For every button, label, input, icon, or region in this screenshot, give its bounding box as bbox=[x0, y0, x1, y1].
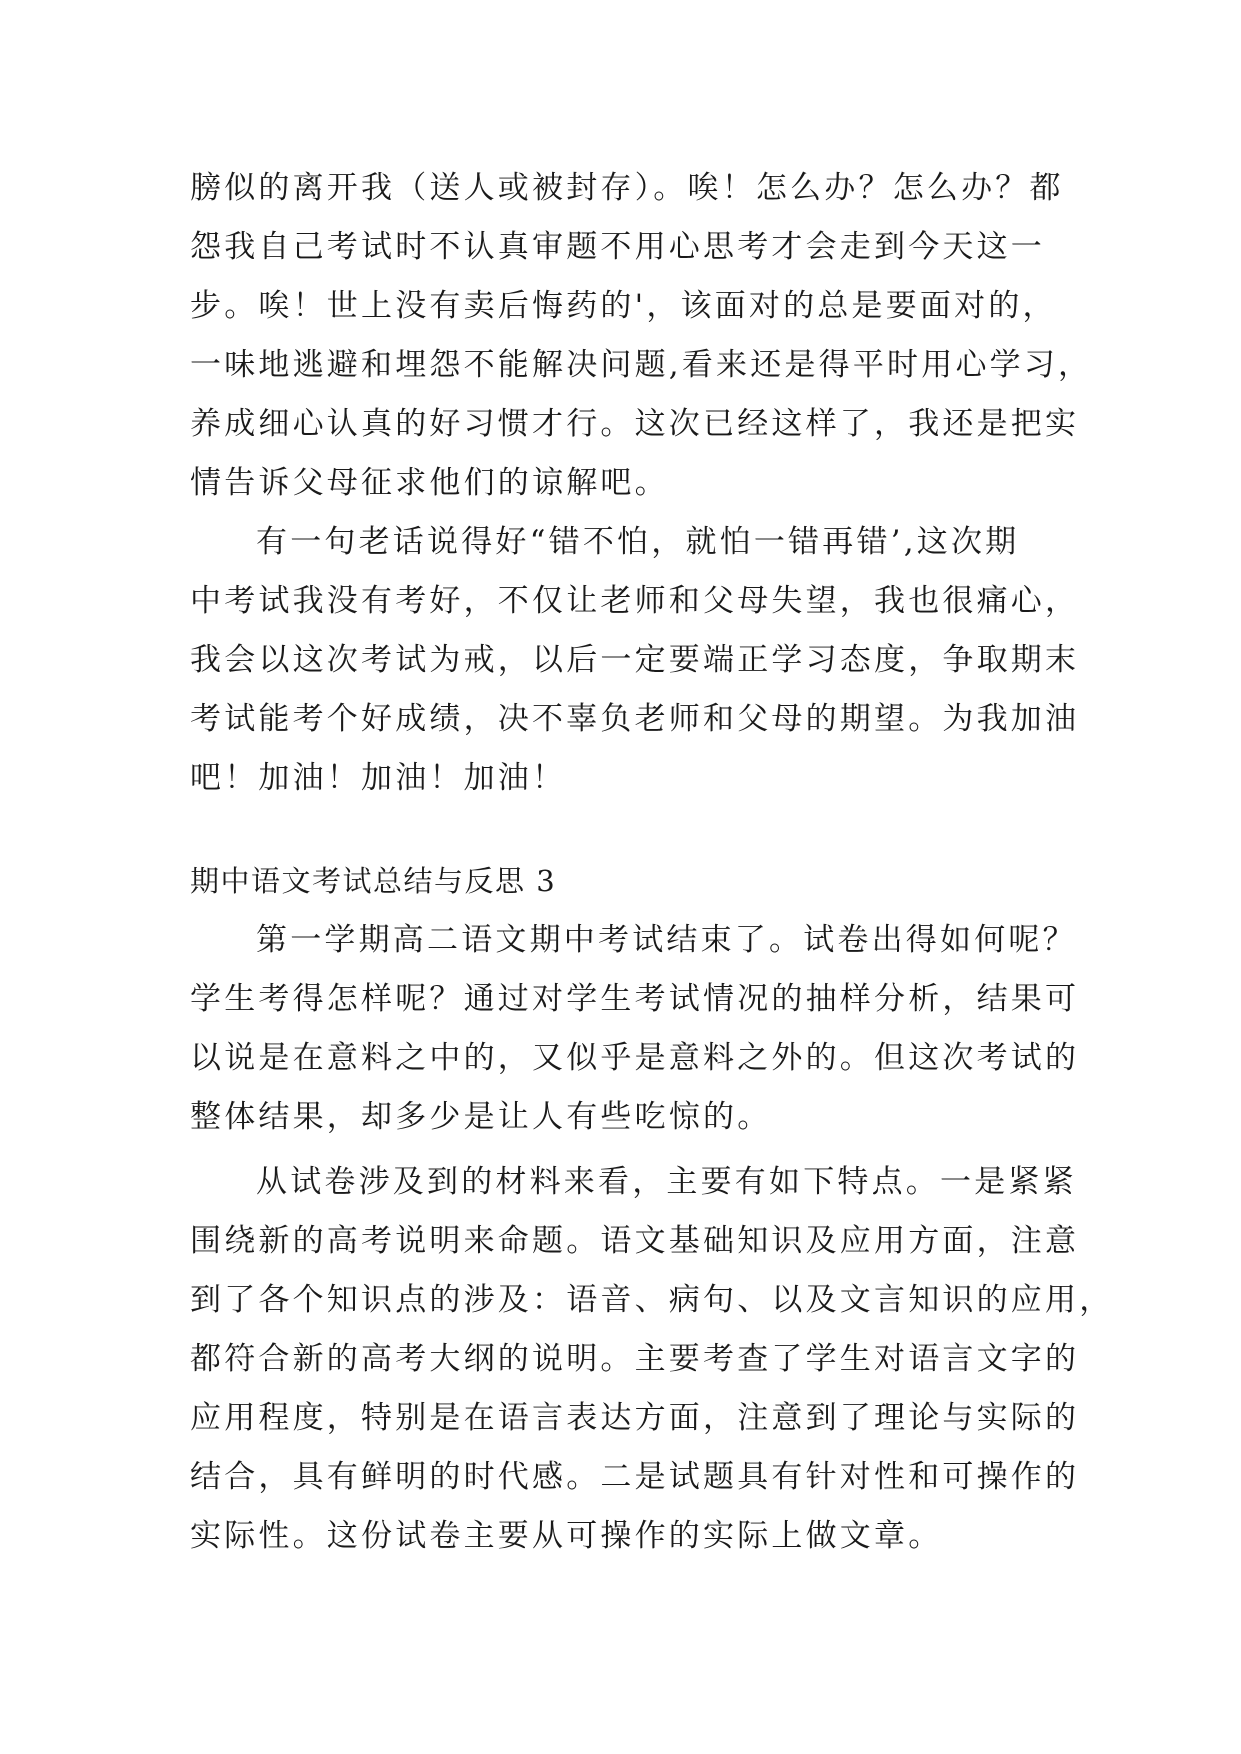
text-line: 以说是在意料之中的，又似乎是意料之外的。但这次考试的 bbox=[190, 1040, 1080, 1076]
text-line: 学生考得怎样呢？通过对学生考试情况的抽样分析，结果可 bbox=[190, 981, 1080, 1017]
text-line: 考试能考个好成绩，决不辜负老师和父母的期望。为我加油 bbox=[190, 701, 1080, 737]
text-line: 步。唉！世上没有卖后悔药的'，该面对的总是要面对的， bbox=[190, 288, 1057, 324]
text-line: 结合，具有鲜明的时代感。二是试题具有针对性和可操作的 bbox=[190, 1459, 1080, 1495]
text-line: 应用程度，特别是在语言表达方面，注意到了理论与实际的 bbox=[190, 1400, 1080, 1436]
text-line: 到了各个知识点的涉及：语音、病句、以及文言知识的应用， bbox=[190, 1282, 1114, 1318]
text-line: 怨我自己考试时不认真审题不用心思考才会走到今天这一 bbox=[190, 229, 1045, 265]
text-line: 整体结果，却多少是让人有些吃惊的。 bbox=[190, 1099, 772, 1135]
text-line: 都符合新的高考大纲的说明。主要考查了学生对语言文字的 bbox=[190, 1341, 1080, 1377]
text-line: 中考试我没有考好，不仅让老师和父母失望，我也很痛心， bbox=[190, 583, 1080, 619]
text-line: 情告诉父母征求他们的谅解吧。 bbox=[190, 465, 669, 501]
text-line: 膀似的离开我（送人或被封存）。唉！怎么办？怎么办？都 bbox=[190, 170, 1064, 206]
text-line: 围绕新的高考说明来命题。语文基础知识及应用方面，注意 bbox=[190, 1223, 1080, 1259]
text-line: 吧！加油！加油！加油！ bbox=[190, 760, 567, 796]
text-line: 从试卷涉及到的材料来看，主要有如下特点。一是紧紧 bbox=[256, 1164, 1077, 1200]
section-title: 期中语文考试总结与反思 3 bbox=[190, 864, 557, 898]
text-line: 实际性。这份试卷主要从可操作的实际上做文章。 bbox=[190, 1518, 943, 1554]
text-line: 有一句老话说得好“错不怕，就怕一错再错’,这次期 bbox=[256, 524, 1020, 560]
text-line: 养成细心认真的好习惯才行。这次已经这样了，我还是把实 bbox=[190, 406, 1080, 442]
text-line: 一味地逃避和埋怨不能解决问题,看来还是得平时用心学习， bbox=[190, 347, 1093, 383]
text-line: 第一学期高二语文期中考试结束了。试卷出得如何呢？ bbox=[256, 922, 1077, 958]
text-line: 我会以这次考试为戒，以后一定要端正学习态度，争取期末 bbox=[190, 642, 1080, 678]
